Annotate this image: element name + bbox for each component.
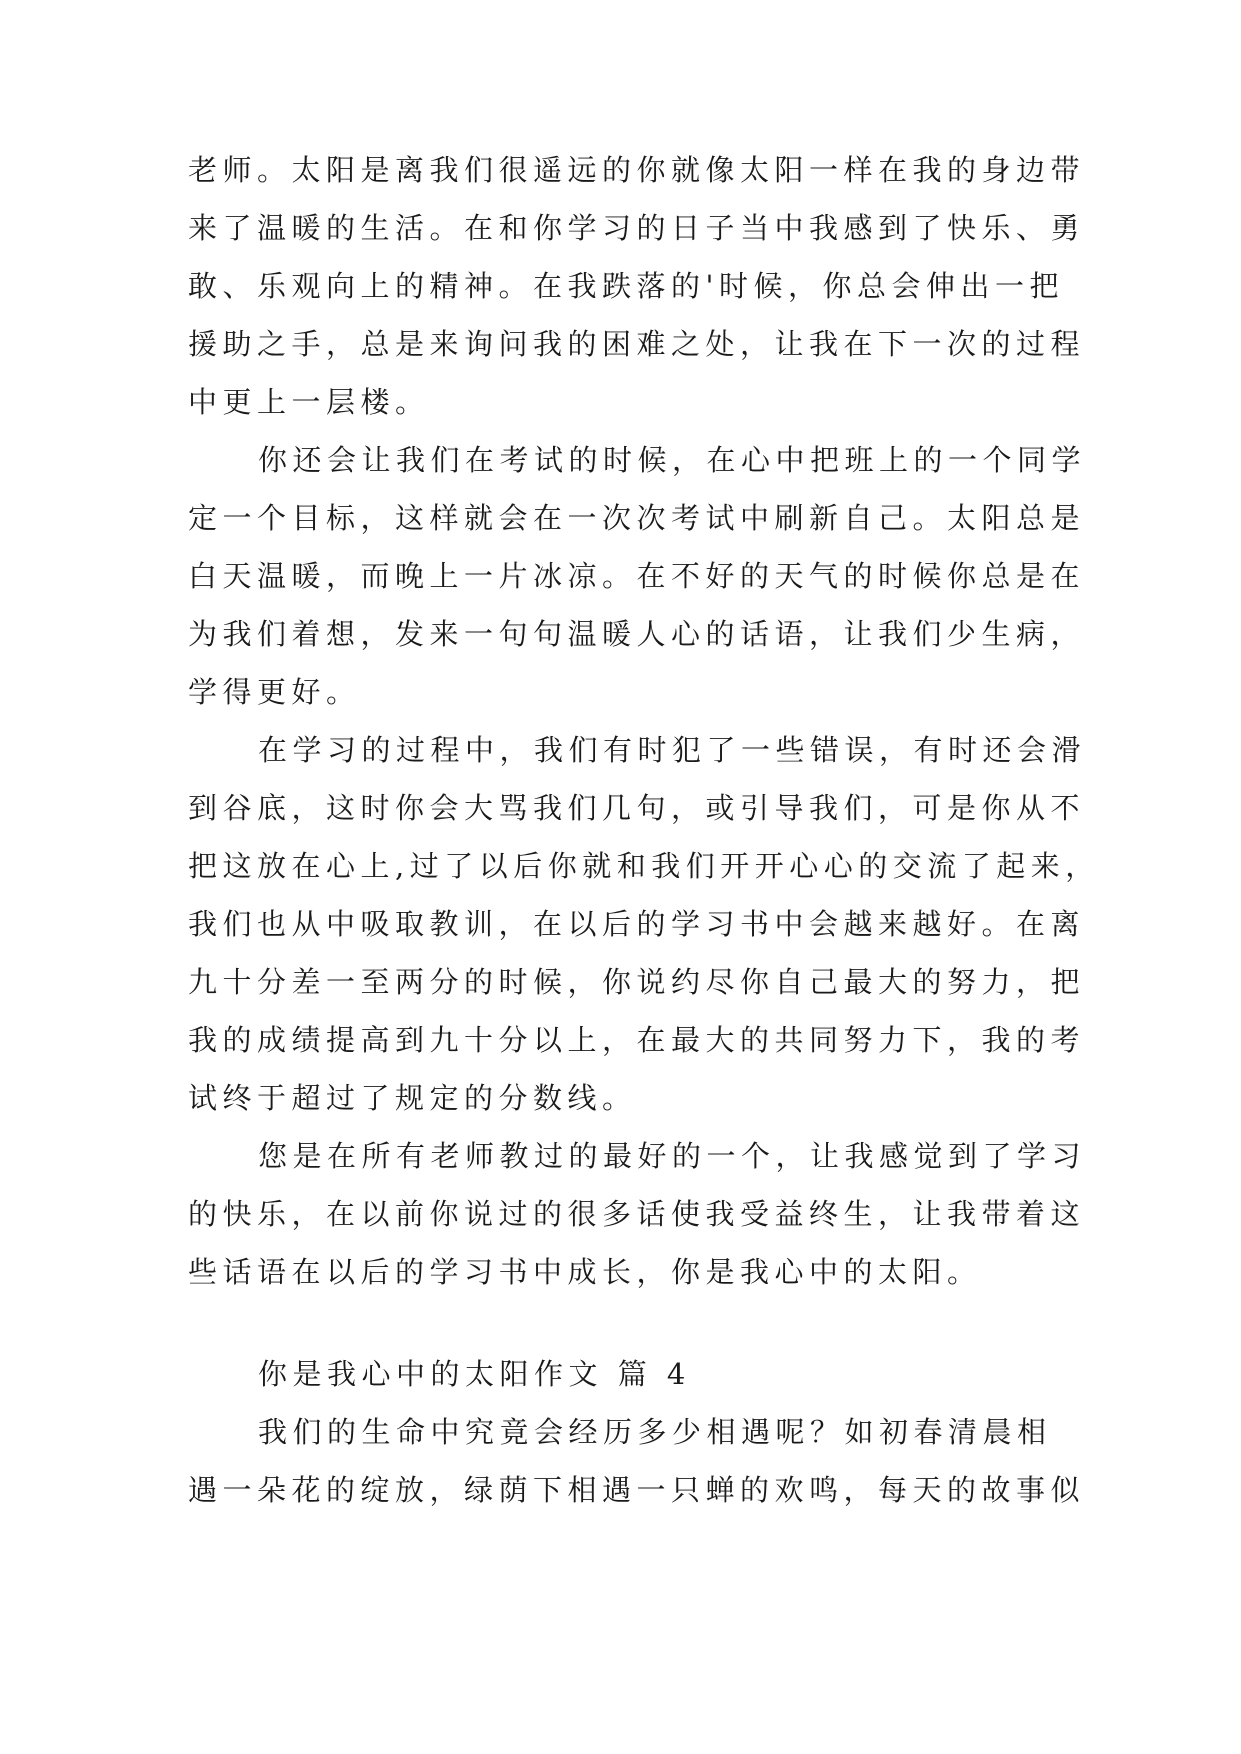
- paragraph-line: 在学习的过程中，我们有时犯了一些错误，有时还会滑: [258, 733, 1087, 767]
- paragraph-line: 中更上一层楼。: [188, 385, 430, 419]
- paragraph-line: 我们也从中吸取教训，在以后的学习书中会越来越好。在离: [188, 907, 1086, 941]
- paragraph-line: 试终于超过了规定的分数线。: [188, 1081, 637, 1115]
- paragraph-line: 为我们着想，发来一句句温暖人心的话语，让我们少生病，: [188, 617, 1086, 651]
- paragraph-line: 来了温暖的生活。在和你学习的日子当中我感到了快乐、勇: [188, 211, 1086, 245]
- paragraph-line: 九十分差一至两分的时候，你说约尽你自己最大的努力，把: [188, 965, 1086, 999]
- paragraph-line: 遇一朵花的绽放，绿荫下相遇一只蝉的欢鸣，每天的故事似: [188, 1473, 1086, 1507]
- paragraph-line: 白天温暖，而晚上一片冰凉。在不好的天气的时候你总是在: [188, 559, 1086, 593]
- paragraph-line: 把这放在心上,过了以后你就和我们开开心心的交流了起来，: [188, 849, 1100, 883]
- paragraph-line: 您是在所有老师教过的最好的一个，让我感觉到了学习: [258, 1139, 1087, 1173]
- paragraph-line: 我的成绩提高到九十分以上，在最大的共同努力下，我的考: [188, 1023, 1086, 1057]
- paragraph-line: 你还会让我们在考试的时候，在心中把班上的一个同学: [258, 443, 1087, 477]
- section-heading: 你是我心中的太阳作文 篇 4: [258, 1357, 691, 1391]
- paragraph-line: 些话语在以后的学习书中成长，你是我心中的太阳。: [188, 1255, 982, 1289]
- paragraph-line: 的快乐，在以前你说过的很多话使我受益终生，让我带着这: [188, 1197, 1086, 1231]
- paragraph-line: 援助之手，总是来询问我的困难之处，让我在下一次的过程: [188, 327, 1086, 361]
- paragraph-line: 学得更好。: [188, 675, 361, 709]
- paragraph-line: 定一个目标，这样就会在一次次考试中刷新自己。太阳总是: [188, 501, 1086, 535]
- paragraph-line: 我们的生命中究竟会经历多少相遇呢？如初春清晨相: [258, 1415, 1052, 1449]
- paragraph-line: 敢、乐观向上的精神。在我跌落的'时候，你总会伸出一把: [188, 269, 1064, 303]
- paragraph-line: 老师。太阳是离我们很遥远的你就像太阳一样在我的身边带: [188, 153, 1086, 187]
- paragraph-line: 到谷底，这时你会大骂我们几句，或引导我们，可是你从不: [188, 791, 1086, 825]
